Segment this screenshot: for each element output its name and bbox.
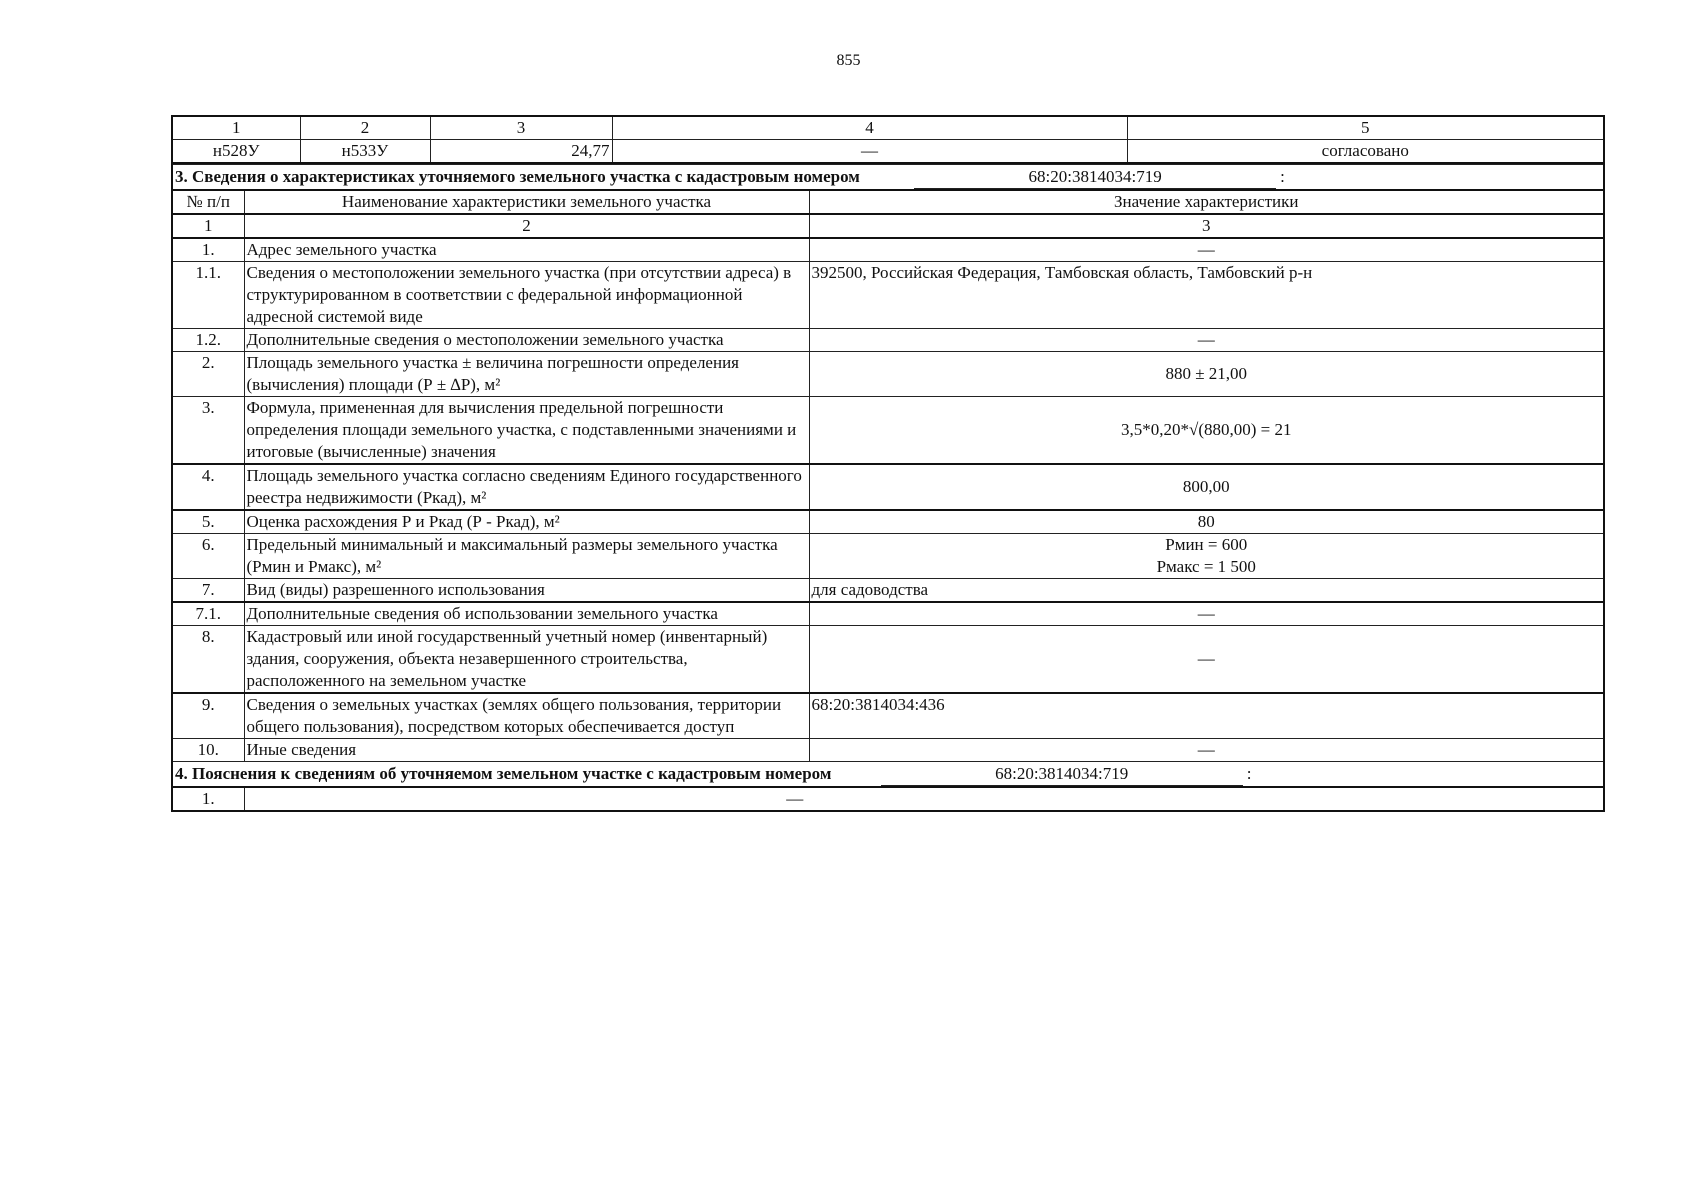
column-number: 4	[612, 116, 1127, 140]
row-value: 392500, Российская Федерация, Тамбовская область, Тамбовский р-н	[809, 262, 1604, 329]
row-number: 10.	[172, 739, 244, 762]
row-value: —	[809, 739, 1604, 762]
header-value: Значение характеристики	[809, 190, 1604, 214]
row-number: 1.	[172, 238, 244, 262]
row-number: 6.	[172, 534, 244, 579]
row-number: 4.	[172, 464, 244, 510]
row-characteristic: Площадь земельного участка согласно сведениям Единого государственного реестра недвижимости (Ркад), м²	[244, 464, 809, 510]
row-number: 7.1.	[172, 602, 244, 626]
table-row	[172, 352, 1604, 397]
min-area-value: Рмин = 600	[1165, 535, 1248, 554]
section-3-cadastral-number: 68:20:3814034:719	[914, 166, 1276, 189]
table-row	[172, 140, 1604, 164]
row-value: —	[244, 787, 1604, 811]
row-number: 2.	[172, 352, 244, 397]
segment-length: 24,77	[430, 140, 612, 164]
section-4-heading-row	[172, 762, 1604, 788]
column-number: 2	[300, 116, 430, 140]
table-row	[172, 464, 1604, 510]
max-area-value: Рмакс = 1 500	[1156, 557, 1256, 576]
column-number: 2	[244, 214, 809, 238]
row-value	[809, 534, 1604, 579]
row-number: 1.2.	[172, 329, 244, 352]
document-sheet	[171, 115, 1603, 812]
section-4-cadastral-number: 68:20:3814034:719	[881, 763, 1243, 786]
row-value: 3,5*0,20*√(880,00) = 21	[809, 397, 1604, 465]
row-value: 880 ± 21,00	[809, 352, 1604, 397]
header-name: Наименование характеристики земельного участка	[244, 190, 809, 214]
row-characteristic: Площадь земельного участка ± величина погрешности определения (вычисления) площади (Р ± ∆Р), м²	[244, 352, 809, 397]
header-num: № п/п	[172, 190, 244, 214]
row-number: 3.	[172, 397, 244, 465]
row-characteristic: Дополнительные сведения об использовании земельного участка	[244, 602, 809, 626]
table-row	[172, 329, 1604, 352]
table-row	[172, 238, 1604, 262]
table-row	[172, 534, 1604, 579]
table-row	[172, 510, 1604, 534]
table-header-row	[172, 116, 1604, 140]
section-3-table	[171, 164, 1605, 812]
table-row	[172, 787, 1604, 811]
row-characteristic: Формула, примененная для вычисления предельной погрешности определения площади земельного участка, с подставленными значениями и итоговые (вычисленные) значения	[244, 397, 809, 465]
row-characteristic: Сведения о земельных участках (землях общего пользования, территории общего пользования), посредством которых обеспечивается доступ	[244, 693, 809, 739]
column-4-value: —	[612, 140, 1127, 164]
row-number: 8.	[172, 626, 244, 694]
table-row	[172, 626, 1604, 694]
row-characteristic: Оценка расхождения Р и Ркад (Р - Ркад), м²	[244, 510, 809, 534]
section-3-suffix: :	[1280, 166, 1285, 186]
page-number: 855	[836, 52, 861, 69]
boundary-table	[171, 115, 1605, 164]
row-number: 1.1.	[172, 262, 244, 329]
row-characteristic: Дополнительные сведения о местоположении земельного участка	[244, 329, 809, 352]
row-number: 1.	[172, 787, 244, 811]
table-header-row	[172, 190, 1604, 214]
column-number: 3	[430, 116, 612, 140]
row-characteristic: Кадастровый или иной государственный учетный номер (инвентарный) здания, сооружения, объекта незавершенного строительства, расположенного на земельном участке	[244, 626, 809, 694]
row-characteristic: Адрес земельного участка	[244, 238, 809, 262]
table-row	[172, 602, 1604, 626]
column-number: 1	[172, 214, 244, 238]
section-4-suffix: :	[1246, 763, 1252, 783]
section-3-heading-row	[172, 165, 1604, 191]
row-value: 68:20:3814034:436	[809, 693, 1604, 739]
row-value: 800,00	[809, 464, 1604, 510]
row-value: для садоводства	[809, 579, 1604, 603]
row-number: 5.	[172, 510, 244, 534]
row-value: —	[809, 626, 1604, 694]
column-number: 5	[1127, 116, 1604, 140]
column-number: 1	[172, 116, 300, 140]
table-row	[172, 693, 1604, 739]
column-number-row	[172, 214, 1604, 238]
table-row	[172, 397, 1604, 465]
row-value: —	[809, 602, 1604, 626]
row-characteristic: Иные сведения	[244, 739, 809, 762]
table-row	[172, 739, 1604, 762]
section-3-title: 3. Сведения о характеристиках уточняемого земельного участка с кадастровым номером	[175, 166, 860, 186]
point-to: н533У	[300, 140, 430, 164]
row-characteristic: Сведения о местоположении земельного участка (при отсутствии адреса) в структурированном в соответствии с федеральной информационной адресной системой виде	[244, 262, 809, 329]
section-4-title: 4. Пояснения к сведениям об уточняемом земельном участке с кадастровым номером	[175, 763, 832, 783]
row-value: —	[809, 238, 1604, 262]
row-number: 9.	[172, 693, 244, 739]
agreement-status: согласовано	[1127, 140, 1604, 164]
point-from: н528У	[172, 140, 300, 164]
row-characteristic: Предельный минимальный и максимальный размеры земельного участка (Рмин и Рмакс), м²	[244, 534, 809, 579]
row-value: —	[809, 329, 1604, 352]
column-number: 3	[809, 214, 1604, 238]
table-row	[172, 262, 1604, 329]
row-value: 80	[809, 510, 1604, 534]
row-characteristic: Вид (виды) разрешенного использования	[244, 579, 809, 603]
table-row	[172, 579, 1604, 603]
row-number: 7.	[172, 579, 244, 603]
